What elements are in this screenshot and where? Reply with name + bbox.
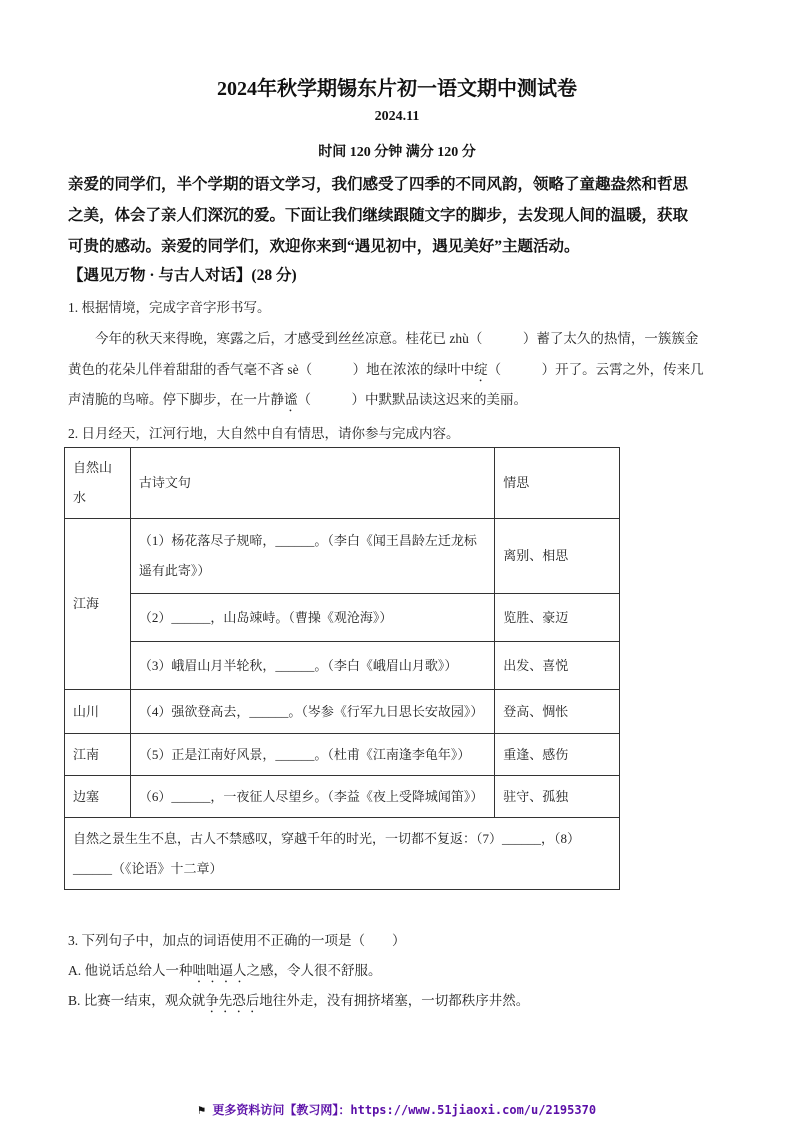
emotion-cell: 离别、相思 xyxy=(495,519,620,594)
q3-option-a xyxy=(68,959,382,986)
table-row xyxy=(65,734,620,776)
header-cell: 情思 xyxy=(495,448,620,519)
emotion-cell: 驻守、孤独 xyxy=(495,776,620,818)
text: （ ）中默默品读这迟来的美丽。 xyxy=(297,392,527,407)
exam-title: 2024年秋学期锡东片初一语文期中测试卷 xyxy=(217,78,577,100)
verse-cell: （3）峨眉山月半轮秋，______。（李白《峨眉山月歌》） xyxy=(130,642,494,690)
q1-line xyxy=(68,388,527,415)
header-cell: 古诗文句 xyxy=(130,448,494,519)
dotted-phrase: 咄咄逼人 xyxy=(192,963,247,978)
q1-stem: 1. 根据情境，完成字音字形书写。 xyxy=(68,300,271,315)
q2-stem: 2. 日月经天，江河行地，大自然中自有情思，请你参与完成内容。 xyxy=(68,426,460,441)
category-cell: 边塞 xyxy=(65,776,131,818)
footer-text: 更多资料访问【教习网】：https://www.51jiaoxi.com/u/2195370 xyxy=(212,1103,597,1117)
emotion-cell: 登高、惆怅 xyxy=(495,690,620,734)
text: 之感，令人很不舒服。 xyxy=(246,963,382,978)
header-cell: 自然山水 xyxy=(65,448,131,519)
dotted-phrase: 争先恐后 xyxy=(205,993,260,1008)
verse-cell: （1）杨花落尽子规啼，______。（李白《闻王昌龄左迁龙标遥有此寄》） xyxy=(130,519,494,594)
table-row xyxy=(65,690,620,734)
text: A. 他说话总给人一种 xyxy=(68,963,193,978)
text: 声清脆的鸟啼。停下脚步，在一片静 xyxy=(68,392,284,407)
category-cell: 江海 xyxy=(65,519,131,690)
section-heading: 【遇见万物 · 与古人对话】(28 分) xyxy=(68,267,297,284)
q3-stem: 3. 下列句子中，加点的词语使用不正确的一项是（ ） xyxy=(68,933,406,948)
summary-cell: 自然之景生生不息，古人不禁感叹，穿越千年的时光，一切都不复返：（7）______，（8）______（《论语》十二章） xyxy=(65,818,620,890)
verse-cell: （5）正是江南好风景，______。（杜甫《江南逢李龟年》） xyxy=(130,734,494,776)
text: 地往外走，没有拥挤堵塞，一切都秩序井然。 xyxy=(259,993,530,1008)
intro-line: 可贵的感动。亲爱的同学们，欢迎你来到“遇见初中，遇见美好”主题活动。 xyxy=(68,238,580,255)
dotted-char: 谧 xyxy=(284,392,298,407)
intro-line: 之美，体会了亲人们深沉的爱。下面让我们继续跟随文字的脚步，去发现人间的温暖，获取 xyxy=(68,207,689,224)
intro-line: 亲爱的同学们，半个学期的语文学习，我们感受了四季的不同风韵，领略了童趣盎然和哲思 xyxy=(68,176,689,193)
category-cell: 江南 xyxy=(65,734,131,776)
q1-line: 今年的秋天来得晚，寒露之后，才感受到丝丝凉意。桂花已 zhù（ ）蓄了太久的热情，一簇簇金 xyxy=(95,331,699,346)
text: （ ）开了。云霄之外，传来几 xyxy=(487,362,704,377)
verse-cell: （4）强欲登高去，______。（岑参《行军九日思长安故园》） xyxy=(130,690,494,734)
table-row xyxy=(65,642,620,690)
table-row xyxy=(65,594,620,642)
emotion-cell: 出发、喜悦 xyxy=(495,642,620,690)
category-cell: 山川 xyxy=(65,690,131,734)
footer-link[interactable] xyxy=(0,1101,794,1118)
time-info: 时间 120 分钟 满分 120 分 xyxy=(318,145,476,160)
exam-date: 2024.11 xyxy=(374,109,420,124)
verse-cell: （6）______，一夜征人尽望乡。（李益《夜上受降城闻笛》） xyxy=(130,776,494,818)
table-row xyxy=(65,519,620,594)
q3-option-b xyxy=(68,989,529,1016)
dotted-char: 绽 xyxy=(474,362,488,377)
q1-line xyxy=(68,358,704,385)
poetry-table xyxy=(64,447,620,890)
verse-cell: （2）______，山岛竦峙。（曹操《观沧海》） xyxy=(130,594,494,642)
text: 黄色的花朵儿伴着甜甜的香气毫不吝 sè（ ）地在浓浓的绿叶中 xyxy=(68,362,475,377)
table-row xyxy=(65,776,620,818)
flag-icon: ⚑ xyxy=(197,1103,213,1117)
emotion-cell: 重逢、感伤 xyxy=(495,734,620,776)
emotion-cell: 览胜、豪迈 xyxy=(495,594,620,642)
text: B. 比赛一结束，观众就 xyxy=(68,993,206,1008)
